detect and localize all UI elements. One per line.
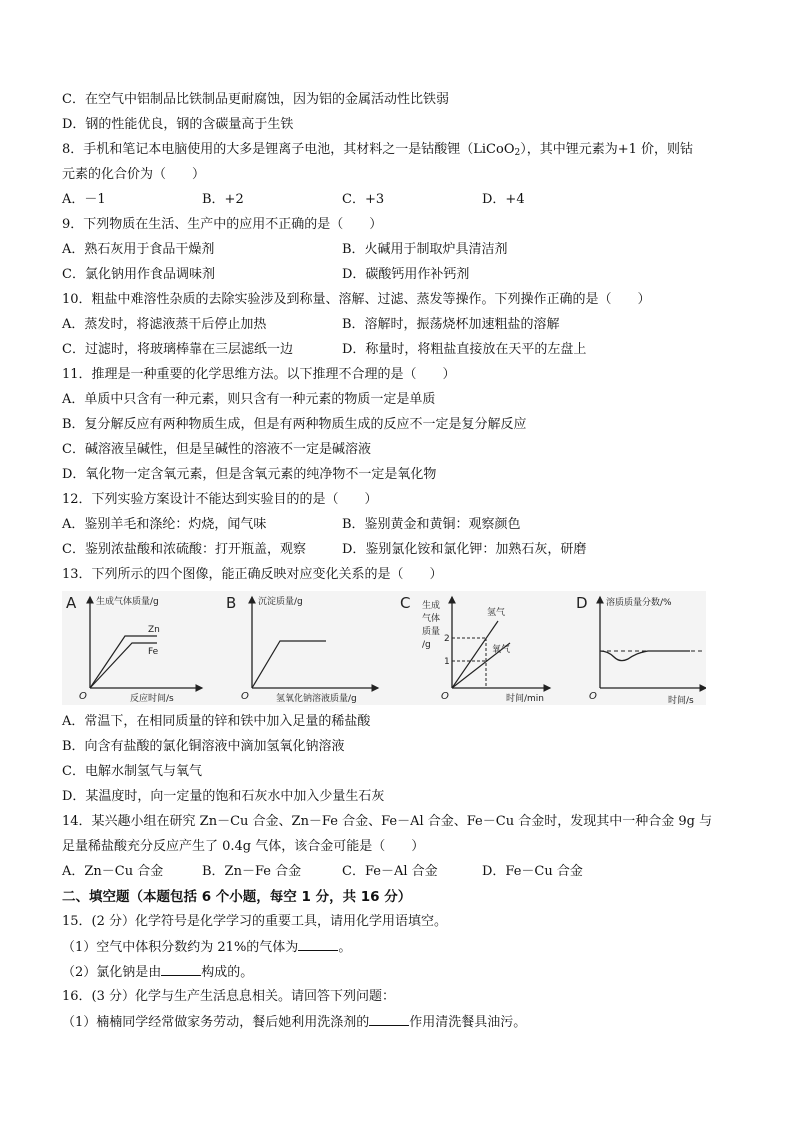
q13-graphs-figure	[62, 591, 706, 705]
q8-option-c: C．+3	[342, 192, 385, 207]
graph-a-fe-label: Fe	[148, 647, 159, 657]
graph-a-ylabel: 生成气体质量/g	[96, 597, 159, 607]
q8-formula-subscript: 2	[514, 148, 521, 158]
q8-option-d: D．+4	[482, 192, 525, 207]
graph-a-xlabel: 反应时间/s	[130, 694, 174, 704]
q15-sub1	[62, 938, 351, 957]
graph-c-ylabel-2: 气体	[422, 614, 441, 624]
q11-option-d: D．氧化物一定含氧元素，但是含氧元素的纯净物不一定是氧化物	[62, 467, 437, 482]
graph-d	[576, 594, 706, 705]
q7-option-c: C．在空气中铝制品比铁制品更耐腐蚀，因为铝的金属活动性比铁弱	[62, 92, 449, 107]
graph-c-oxygen-label: 氧气	[492, 645, 511, 655]
q8-stem-line2: 元素的化合价为（ ）	[62, 167, 206, 182]
q8-stem-part2: ），其中锂元素为+1 价，则钴	[520, 142, 694, 157]
graph-b-ylabel: 沉淀质量/g	[258, 597, 303, 607]
q14-stem-line1: 14．某兴趣小组在研究 Zn－Cu 合金、Zn－Fe 合金、Fe－Al 合金、Fe－Cu 合金时，发现其中一种合金 9g 与	[62, 814, 713, 829]
q11-option-c: C．碱溶液呈碱性，但是呈碱性的溶液不一定是碱溶液	[62, 442, 371, 457]
q15-stem: 15．(2 分）化学符号是化学学习的重要工具，请用化学用语填空。	[62, 914, 448, 929]
graph-c-ylabel-3: 质量	[422, 627, 441, 637]
q10-option-d: D．称量时，将粗盐直接放在天平的左盘上	[342, 342, 587, 357]
q15-sub2-end: 构成的。	[201, 965, 254, 980]
graph-c-xlabel: 时间/min	[506, 694, 545, 704]
q16-sub1-blank[interactable]	[369, 1013, 409, 1026]
q8-stem-line1	[62, 141, 693, 162]
q8-option-a: A．－1	[62, 192, 106, 207]
graph-c-origin: O	[441, 691, 449, 702]
q14-option-b: B．Zn－Fe 合金	[202, 864, 302, 879]
q12-option-c: C．鉴别浓盐酸和浓硫酸：打开瓶盖，观察	[62, 542, 306, 557]
q14-option-c: C．Fe－Al 合金	[342, 864, 438, 879]
q15-sub2-blank[interactable]	[161, 963, 201, 976]
q11-option-b: B．复分解反应有两种物质生成，但是有两种物质生成的反应不一定是复分解反应	[62, 417, 527, 432]
q15-sub1-end: 。	[338, 940, 352, 955]
q9-option-c: C．氯化钠用作食品调味剂	[62, 267, 215, 282]
graph-a-fe-line	[90, 643, 157, 688]
q10-option-c: C．过滤时，将玻璃棒靠在三层滤纸一边	[62, 342, 293, 357]
q9-option-b: B．火碱用于制取炉具清洁剂	[342, 242, 508, 257]
graph-d-letter: D	[576, 594, 588, 612]
q9-option-a: A．熟石灰用于食品干燥剂	[62, 242, 215, 257]
graph-d-ylabel: 溶质质量分数/%	[606, 598, 672, 608]
graph-c-tick-2: 2	[444, 634, 450, 644]
q16-sub1-end: 作用清洗餐具油污。	[409, 1015, 527, 1030]
graph-a-origin: O	[79, 691, 87, 702]
q9-stem: 9．下列物质在生活、生产中的应用不正确的是（ ）	[62, 217, 383, 232]
q16-sub1-text: （1）楠楠同学经常做家务劳动，餐后她利用洗涤剂的	[62, 1015, 370, 1030]
q8-stem-part1: 8．手机和笔记本电脑使用的大多是锂离子电池，其材料之一是钴酸锂（LiCoO	[62, 142, 515, 157]
q15-sub2-text: （2）氯化钠是由	[62, 965, 162, 980]
q15-sub1-blank[interactable]	[298, 938, 338, 951]
q11-option-a: A．单质中只含有一种元素，则只含有一种元素的物质一定是单质	[62, 392, 436, 407]
graph-b-precipitate-line	[252, 641, 326, 688]
graph-a-letter: A	[66, 594, 77, 612]
q12-option-b: B．鉴别黄金和黄铜：观察颜色	[342, 517, 521, 532]
q13-option-c: C．电解水制氢气与氧气	[62, 764, 202, 779]
q10-stem: 10．粗盐中难溶性杂质的去除实验涉及到称量、溶解、过滤、蒸发等操作。下列操作正确的是（ ）	[62, 292, 651, 307]
q10-option-b: B．溶解时，振荡烧杯加速粗盐的溶解	[342, 317, 560, 332]
graph-c-hydrogen-label: 氢气	[487, 608, 506, 618]
q13-option-a: A．常温下，在相同质量的锌和铁中加入足量的稀盐酸	[62, 714, 371, 729]
q10-option-a: A．蒸发时，将滤液蒸干后停止加热	[62, 317, 267, 332]
graph-a	[66, 594, 202, 704]
q14-option-a: A．Zn－Cu 合金	[62, 864, 164, 879]
graph-d-origin: O	[589, 691, 597, 702]
graph-c-ylabel-4: /g	[422, 640, 431, 650]
q8-option-b: B．+2	[202, 192, 244, 207]
graph-b	[226, 594, 378, 704]
graph-a-zn-label: Zn	[148, 625, 160, 635]
q13-stem: 13．下列所示的四个图像，能正确反映对应变化关系的是（ ）	[62, 567, 443, 582]
q12-option-d: D．鉴别氯化铵和氯化钾：加熟石灰，研磨	[342, 542, 587, 557]
q16-stem: 16．(3 分）化学与生产生活息息相关。请回答下列问题：	[62, 989, 396, 1004]
q12-stem: 12．下列实验方案设计不能达到实验目的的是（ ）	[62, 492, 378, 507]
q13-option-b: B．向含有盐酸的氯化铜溶液中滴加氢氧化钠溶液	[62, 739, 345, 754]
graph-c-letter: C	[400, 594, 411, 612]
q9-option-d: D．碳酸钙用作补钙剂	[342, 267, 470, 282]
q15-sub1-text: （1）空气中体积分数约为 21%的气体为	[62, 940, 299, 955]
graph-d-curve	[600, 651, 690, 661]
graph-c	[400, 594, 550, 704]
q15-sub2	[62, 963, 253, 982]
section-2-title: 二、填空题（本题包括 6 个小题，每空 1 分，共 16 分）	[62, 889, 412, 905]
graph-a-zn-line	[90, 636, 157, 688]
q7-option-d: D．钢的性能优良，钢的含碳量高于生铁	[62, 117, 294, 132]
graph-d-xlabel: 时间/s	[668, 696, 694, 705]
q14-stem-line2: 足量稀盐酸充分反应产生了 0.4g 气体，该合金可能是（ ）	[62, 839, 425, 854]
graph-b-origin: O	[241, 691, 249, 702]
q14-option-d: D．Fe－Cu 合金	[482, 864, 583, 879]
graph-b-xlabel: 氢氧化钠溶液质量/g	[276, 694, 357, 704]
graph-c-tick-1: 1	[444, 657, 450, 667]
q16-sub1	[62, 1013, 526, 1032]
q12-option-a: A．鉴别羊毛和涤纶：灼烧，闻气味	[62, 517, 267, 532]
q11-stem: 11．推理是一种重要的化学思维方法。以下推理不合理的是（ ）	[62, 367, 456, 382]
q13-option-d: D．某温度时，向一定量的饱和石灰水中加入少量生石灰	[62, 789, 385, 804]
graph-c-ylabel-1: 生成	[422, 601, 441, 611]
graph-b-letter: B	[226, 594, 237, 612]
